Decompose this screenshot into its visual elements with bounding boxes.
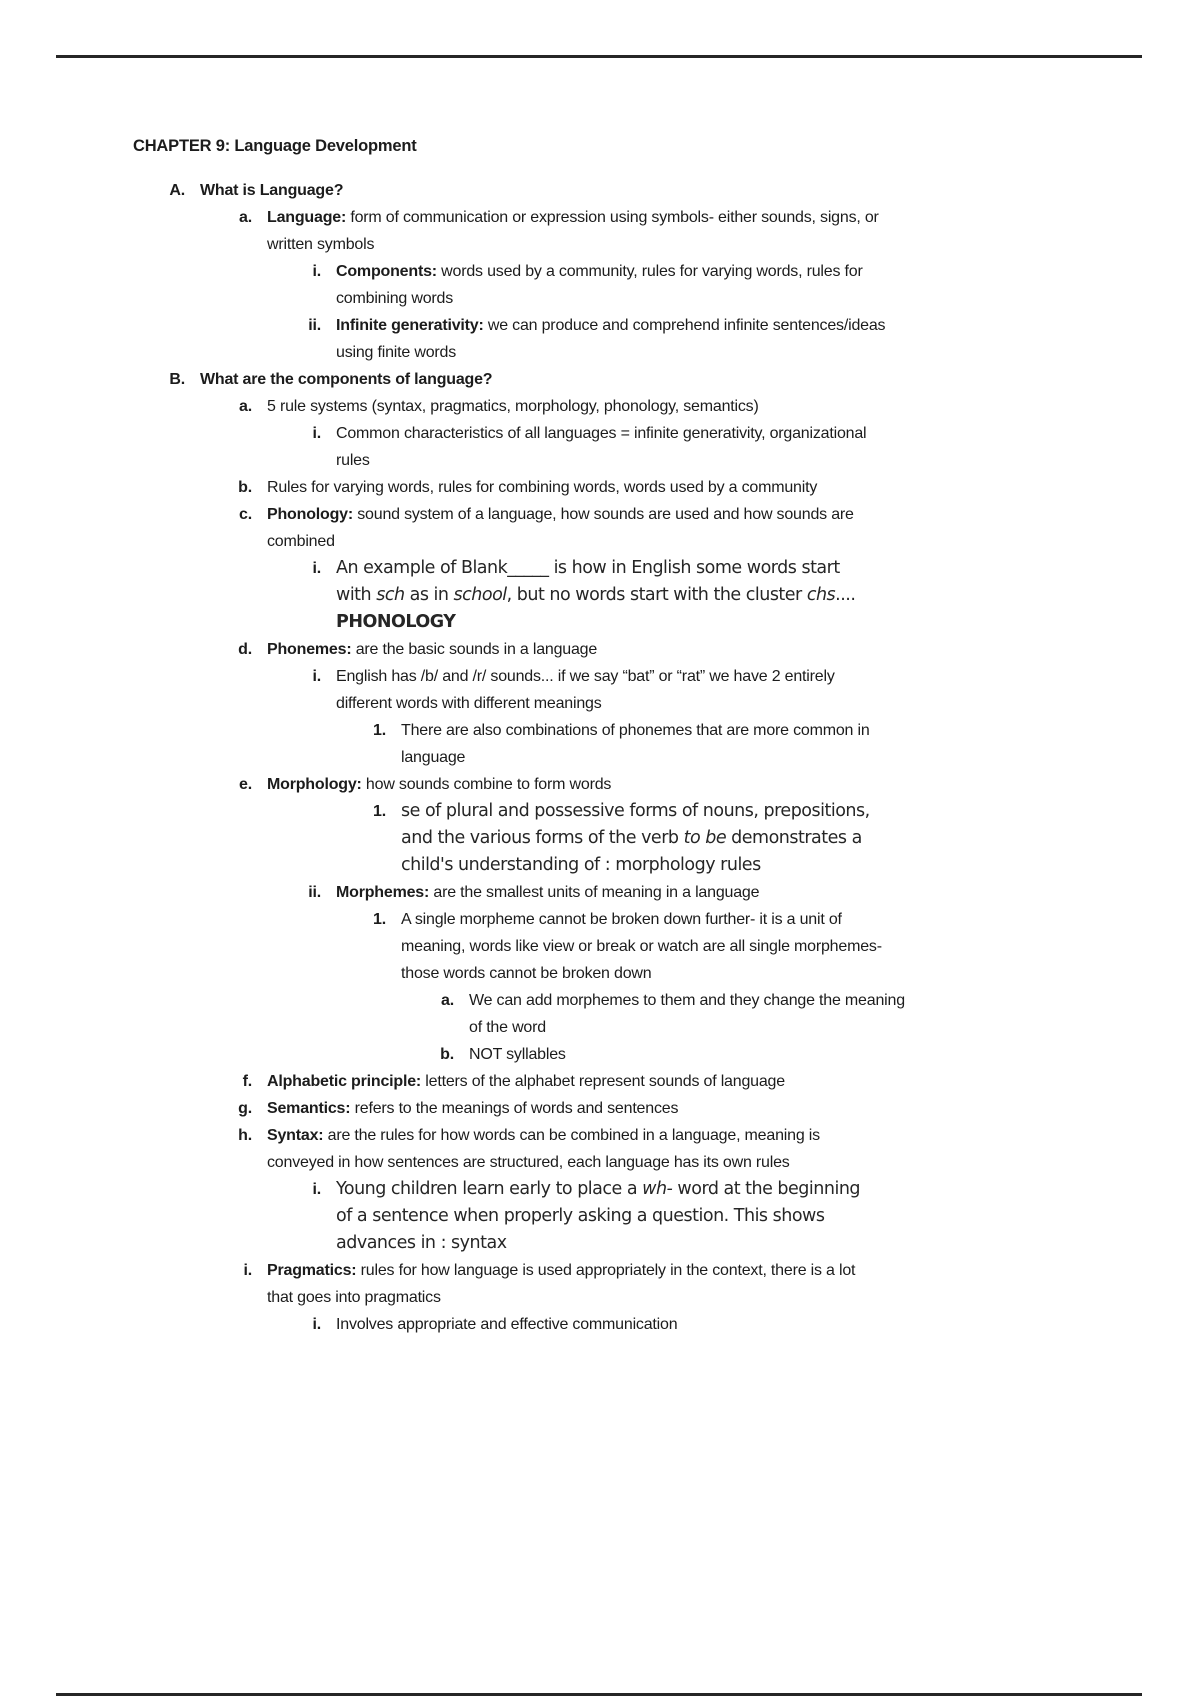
text-line: that goes into pragmatics — [267, 1289, 441, 1306]
text-line: We can add morphemes to them and they change the meaning — [469, 992, 905, 1009]
list-marker: i. — [312, 668, 321, 685]
list-marker: 1. — [373, 803, 386, 820]
text-line: language — [401, 749, 466, 766]
list-marker: A. — [169, 182, 185, 199]
outline-item — [133, 1311, 1003, 1338]
list-marker: ii. — [308, 884, 321, 901]
list-marker: f. — [242, 1073, 252, 1090]
outline-item — [133, 663, 1003, 717]
outline-item — [133, 879, 1003, 906]
list-marker: i. — [312, 1181, 321, 1198]
outline-item — [133, 204, 1003, 258]
text-line: Young children learn early to place a wh- word at the beginning — [336, 1179, 861, 1199]
text-line: Common characteristics of all languages = infinite generativity, organizational — [336, 425, 867, 442]
text-line: Rules for varying words, rules for combining words, words used by a community — [267, 479, 818, 496]
text-line: Morphology: how sounds combine to form words — [267, 776, 612, 793]
outline-item — [133, 1257, 1003, 1311]
text-line: meaning, words like view or break or watch are all single morphemes- — [401, 938, 882, 955]
list-marker: i. — [243, 1262, 252, 1279]
outline-item — [133, 393, 1003, 420]
text-line: combining words — [336, 290, 454, 307]
outline-item — [133, 987, 1003, 1041]
outline-item — [133, 1122, 1003, 1176]
outline-item — [133, 1041, 1003, 1068]
outline-item — [133, 366, 1003, 393]
outline-item — [133, 798, 1003, 879]
list-marker: a. — [441, 992, 454, 1009]
list-marker: i. — [312, 1316, 321, 1333]
text-line: Alphabetic principle: letters of the alphabet represent sounds of language — [267, 1073, 785, 1090]
list-marker: i. — [312, 560, 321, 577]
list-marker: c. — [239, 506, 252, 523]
text-line: child's understanding of : morphology rules — [401, 855, 761, 875]
text-line: NOT syllables — [469, 1046, 566, 1063]
list-marker: b. — [238, 479, 252, 496]
outline-item — [133, 474, 1003, 501]
list-marker: i. — [312, 425, 321, 442]
text-line: Syntax: are the rules for how words can be combined in a language, meaning is — [267, 1127, 820, 1144]
outline-item — [133, 258, 1003, 312]
text-line: Pragmatics: rules for how language is used appropriately in the context, there is a lot — [267, 1262, 856, 1279]
outline-item — [133, 1095, 1003, 1122]
document-content — [133, 135, 1003, 1338]
text-line: PHONOLOGY — [336, 612, 456, 632]
text-line: Involves appropriate and effective communication — [336, 1316, 678, 1333]
list-marker: h. — [238, 1127, 252, 1144]
outline-item — [133, 177, 1003, 204]
text-line: of a sentence when properly asking a question. This shows — [336, 1206, 825, 1226]
page-title: CHAPTER 9: Language Development — [133, 137, 417, 155]
text-line: different words with different meanings — [336, 695, 602, 712]
outline-item — [133, 1068, 1003, 1095]
outline-item — [133, 906, 1003, 987]
text-line: Components: words used by a community, rules for varying words, rules for — [336, 263, 863, 280]
text-line: An example of Blank_____ is how in English some words start — [336, 558, 840, 578]
list-marker: ii. — [308, 317, 321, 334]
text-line: rules — [336, 452, 370, 469]
text-line: Infinite generativity: we can produce and comprehend infinite sentences/ideas — [336, 317, 886, 334]
outline-item — [133, 420, 1003, 474]
text-line: 5 rule systems (syntax, pragmatics, morphology, phonology, semantics) — [267, 398, 759, 415]
text-line: Phonemes: are the basic sounds in a language — [267, 641, 598, 658]
list-marker: e. — [239, 776, 252, 793]
text-line: Morphemes: are the smallest units of meaning in a language — [336, 884, 760, 901]
text-line: with sch as in school, but no words start with the cluster chs.... — [336, 585, 856, 605]
outline-item — [133, 555, 1003, 636]
text-line: What are the components of language? — [200, 371, 493, 388]
outline-item — [133, 717, 1003, 771]
list-marker: b. — [440, 1046, 454, 1063]
page-border-top — [56, 55, 1142, 58]
text-line: Phonology: sound system of a language, how sounds are used and how sounds are — [267, 506, 854, 523]
list-marker: a. — [239, 398, 252, 415]
text-line: There are also combinations of phonemes that are more common in — [401, 722, 870, 739]
text-line: and the various forms of the verb to be demonstrates a — [401, 828, 862, 848]
text-line: those words cannot be broken down — [401, 965, 652, 982]
list-marker: d. — [238, 641, 252, 658]
text-line: What is Language? — [200, 182, 344, 199]
list-marker: B. — [169, 371, 185, 388]
text-line: English has /b/ and /r/ sounds... if we say “bat” or “rat” we have 2 entirely — [336, 668, 835, 685]
outline-item — [133, 1176, 1003, 1257]
outline-item — [133, 636, 1003, 663]
list-marker: g. — [238, 1100, 252, 1117]
text-line: Language: form of communication or expression using symbols- either sounds, signs, or — [267, 209, 879, 226]
text-line: se of plural and possessive forms of nouns, prepositions, — [401, 801, 870, 821]
page-border-bottom — [56, 1693, 1142, 1696]
text-line: A single morpheme cannot be broken down further- it is a unit of — [401, 911, 842, 928]
text-line: Semantics: refers to the meanings of words and sentences — [267, 1100, 679, 1117]
text-line: written symbols — [267, 236, 375, 253]
text-line: advances in : syntax — [336, 1233, 507, 1253]
outline-item — [133, 771, 1003, 798]
outline-item — [133, 312, 1003, 366]
list-marker: i. — [312, 263, 321, 280]
list-marker: 1. — [373, 911, 386, 928]
outline-item — [133, 501, 1003, 555]
list-marker: 1. — [373, 722, 386, 739]
text-line: conveyed in how sentences are structured, each language has its own rules — [267, 1154, 790, 1171]
text-line: using finite words — [336, 344, 457, 361]
text-line: of the word — [469, 1019, 546, 1036]
text-line: combined — [267, 533, 335, 550]
outline — [133, 177, 1003, 1338]
list-marker: a. — [239, 209, 252, 226]
